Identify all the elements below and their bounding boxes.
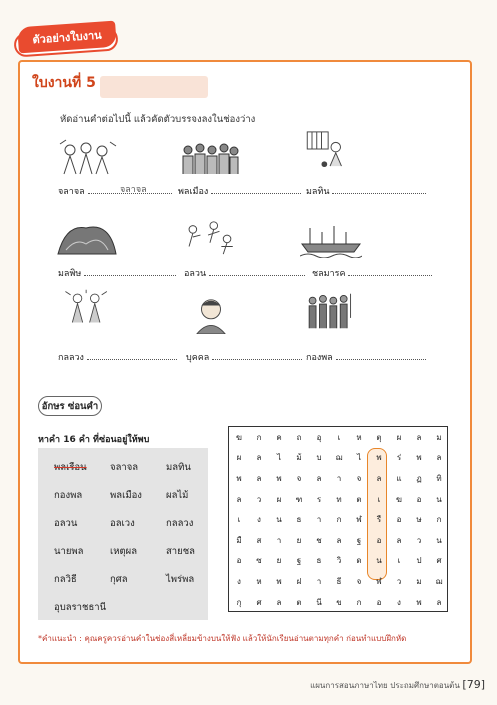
grid-letter[interactable]: ล [256, 453, 262, 463]
grid-letter[interactable]: ฬ [376, 576, 382, 586]
grid-letter[interactable]: า [316, 515, 322, 525]
grid-letter[interactable]: บ [316, 453, 322, 463]
grid-letter[interactable]: พ [276, 576, 282, 586]
grid-letter[interactable]: น [376, 556, 382, 566]
grid-letter[interactable]: นี [316, 597, 322, 607]
word-label: พลเมือง [178, 187, 209, 197]
word-list-item: มลทิน [166, 462, 191, 473]
word-hunt-title: อักษร ซ่อนคำ [38, 396, 102, 416]
fill-row-6 [312, 266, 432, 280]
answer-line[interactable] [336, 351, 426, 360]
grid-letter[interactable]: พ [416, 453, 422, 463]
grid-letter[interactable]: ธี [336, 576, 342, 586]
grid-letter[interactable]: ต [296, 597, 302, 607]
grid-letter[interactable]: จ [356, 576, 362, 586]
grid-letter[interactable]: ไ [356, 453, 362, 463]
page-footer [310, 678, 485, 692]
grid-letter[interactable]: ล [236, 494, 242, 504]
word-list-item: ไพร่พล [166, 574, 195, 585]
grid-letter[interactable]: ร่ [396, 453, 402, 463]
word-list-item: จลาจล [110, 462, 139, 473]
grid-letter[interactable]: แ [396, 473, 402, 483]
word-label: มลทิน [306, 187, 330, 197]
grid-letter[interactable]: ผ [396, 432, 402, 442]
grid-letter[interactable]: ก [356, 597, 362, 607]
fill-row-3 [306, 184, 426, 198]
answer-line[interactable] [211, 185, 301, 194]
word-hunt-instruction: หาคำ 16 คำ ที่ซ่อนอยู่ให้พบ [38, 435, 150, 445]
fill-row-2 [178, 184, 301, 198]
grid-letter[interactable]: ร [316, 494, 322, 504]
grid-letter[interactable]: ฆ [396, 494, 402, 504]
grid-letter[interactable]: ป [416, 556, 422, 566]
grid-letter[interactable]: เ [397, 556, 401, 566]
grid-letter[interactable]: เ [377, 494, 381, 504]
grid-letter[interactable]: อ [236, 556, 242, 566]
grid-letter[interactable]: ล [376, 473, 382, 483]
fill-row-7 [58, 350, 177, 364]
instruction-text: หัดอ่านคำต่อไปนี้ แล้วคัดตัวบรรจงลงในช่องว่าง [60, 114, 256, 125]
grid-letter[interactable]: จ [356, 473, 362, 483]
pollution-illustration [56, 220, 118, 258]
grid-letter[interactable]: น [276, 515, 282, 525]
word-list-box [38, 448, 208, 620]
word-label: จลาจล [58, 187, 85, 197]
sheet-title: ใบงานที่ 5 [32, 75, 96, 91]
grid-letter[interactable]: รื [376, 515, 382, 525]
grid-letter[interactable]: ถ [296, 432, 302, 442]
sample-sheet-tag: ตัวอย่างใบงาน [17, 21, 117, 54]
word-list-item: อุบลราชธานี [54, 602, 107, 613]
teacher-note: *คำแนะนำ : คุณครูควรอ่านคำในช่องสี่เหลี่ยมข้างบนให้ฟัง แล้วให้นักเรียนอ่านตามทุกคำ ก่อนทำแบบฝึกหัด [38, 634, 407, 643]
word-list-item: ผลไม้ [166, 490, 189, 501]
grid-letter[interactable]: ท [336, 494, 342, 504]
grid-letter[interactable]: ผ [236, 453, 242, 463]
grid-letter[interactable]: ศ [256, 597, 262, 607]
word-list-item: เหตุผล [110, 546, 138, 557]
grid-letter[interactable]: ษ [416, 515, 422, 525]
grid-letter[interactable]: กุ [236, 597, 242, 607]
riot-illustration [56, 138, 118, 176]
grid-letter[interactable]: ฆ [236, 432, 242, 442]
grid-letter[interactable]: ห [356, 432, 362, 442]
grid-letter[interactable]: ค [276, 432, 282, 442]
person-illustration [180, 296, 242, 334]
grid-letter[interactable]: พ [376, 453, 382, 463]
grid-letter[interactable]: อ [376, 597, 382, 607]
letter-grid [228, 426, 448, 612]
grid-letter[interactable]: ฑ [295, 494, 303, 504]
citizens-illustration [178, 138, 240, 176]
grid-letter[interactable]: ล [316, 473, 322, 483]
grid-letter[interactable]: ว [256, 494, 262, 504]
fill-row-9 [306, 350, 426, 364]
grid-letter[interactable]: ก [436, 515, 442, 525]
grid-letter[interactable]: ฐ [356, 535, 362, 545]
word-list-item: สายชล [166, 546, 195, 557]
grid-letter[interactable]: ส [256, 535, 262, 545]
grid-letter[interactable]: ข [336, 597, 342, 607]
waterway-illustration [300, 220, 362, 258]
footer-text: แผนการสอนภาษาไทย ประถมศึกษาตอนต้น [310, 681, 460, 690]
chaos-illustration [178, 218, 240, 256]
grid-letter[interactable]: ง [237, 576, 241, 586]
grid-letter[interactable]: ล [256, 473, 262, 483]
fill-row-5 [184, 266, 305, 280]
grid-letter[interactable]: ล [396, 535, 402, 545]
grid-letter[interactable]: ก [336, 515, 342, 525]
grid-letter[interactable]: ก [256, 432, 262, 442]
grid-letter[interactable]: พ [416, 597, 422, 607]
answer-text: จลาจล [120, 185, 147, 195]
grid-letter[interactable]: น [436, 535, 442, 545]
grid-letter[interactable]: เ [237, 515, 241, 525]
grid-letter[interactable]: ล [336, 535, 342, 545]
word-list-item: กองพล [54, 490, 83, 501]
grid-letter[interactable]: ผ [276, 494, 282, 504]
grid-letter[interactable]: น [436, 494, 442, 504]
grid-letter[interactable]: ม [436, 432, 442, 442]
grid-letter[interactable]: ศ [436, 556, 442, 566]
grid-letter[interactable]: ฌ [435, 576, 443, 586]
page-number: [79] [462, 678, 485, 691]
word-label: มลพิษ [58, 269, 82, 279]
fill-row-8 [186, 350, 302, 364]
grid-letter[interactable]: วิ [336, 556, 342, 566]
grid-letter[interactable]: ทิ [436, 473, 442, 483]
answer-line[interactable] [212, 351, 302, 360]
grid-letter[interactable]: ตุ [376, 432, 382, 442]
grid-letter[interactable]: า [276, 535, 282, 545]
word-list-item: อลเวง [110, 518, 135, 529]
grid-letter[interactable]: มื [236, 535, 242, 545]
word-list-item: อลวน [54, 518, 78, 529]
trickery-illustration [56, 288, 118, 326]
grid-letter[interactable]: ฌ [335, 453, 343, 463]
grid-letter[interactable]: ล [436, 597, 442, 607]
grid-letter[interactable]: ฝ [296, 576, 302, 586]
grid-letter[interactable]: ฐ [296, 556, 302, 566]
answer-line[interactable] [209, 267, 305, 276]
grid-letter[interactable]: ห [256, 576, 262, 586]
grid-letter[interactable]: ง [257, 515, 261, 525]
grid-letter[interactable]: ด [356, 556, 362, 566]
grid-letter[interactable]: ต [356, 494, 362, 504]
grid-letter[interactable]: ง [397, 597, 401, 607]
grid-letter[interactable]: พ [276, 473, 282, 483]
word-label: ชลมารค [312, 269, 346, 279]
word-label: กองพล [306, 353, 333, 363]
grid-letter[interactable]: อ [376, 535, 382, 545]
word-label: กลลวง [58, 353, 84, 363]
answer-line[interactable] [348, 267, 432, 276]
word-list-item: พลเมือง [110, 490, 142, 501]
answer-line[interactable] [84, 267, 176, 276]
fill-row-1 [58, 184, 172, 198]
word-label: อลวน [184, 269, 207, 279]
grid-letter[interactable]: พ [236, 473, 242, 483]
grid-letter[interactable]: ช [316, 535, 322, 545]
grid-letter[interactable]: ล [276, 597, 282, 607]
word-list-item: กลวิธี [54, 574, 77, 585]
grid-letter[interactable]: ย [296, 535, 302, 545]
word-list-item: กุศล [110, 574, 128, 585]
word-list-item: กลลวง [166, 518, 194, 529]
prisoner-illustration [300, 130, 362, 168]
grid-letter[interactable]: ย [276, 556, 282, 566]
word-list-item: พลเรือน [54, 462, 87, 473]
grid-letter[interactable]: อ [396, 515, 402, 525]
grid-letter[interactable]: ไ [276, 453, 282, 463]
ghost-banner [100, 76, 208, 98]
grid-letter[interactable]: เ [337, 432, 341, 442]
grid-letter[interactable]: ม [416, 576, 422, 586]
grid-letter[interactable]: ธ [296, 515, 302, 525]
grid-letter[interactable]: ว [416, 535, 422, 545]
grid-letter[interactable]: อ [416, 494, 422, 504]
grid-letter[interactable]: ล [436, 453, 442, 463]
grid-letter[interactable]: จ [296, 473, 302, 483]
answer-line[interactable] [332, 185, 426, 194]
fill-row-4 [58, 266, 176, 280]
grid-letter[interactable]: ว [396, 576, 402, 586]
grid-letter[interactable]: ซ [256, 556, 262, 566]
grid-letter[interactable]: า [316, 576, 322, 586]
grid-letter[interactable]: ฬ [356, 515, 362, 525]
word-list-item: นายพล [54, 546, 84, 557]
grid-letter[interactable]: ธ [316, 556, 322, 566]
army-illustration [298, 292, 360, 330]
grid-letter[interactable]: ฏ [416, 473, 422, 483]
grid-letter[interactable]: ม้ [296, 453, 302, 463]
grid-letter[interactable]: อุ [316, 432, 322, 442]
grid-letter[interactable]: า [336, 473, 342, 483]
word-label: บุคคล [186, 353, 210, 363]
answer-line[interactable] [87, 351, 177, 360]
grid-letter[interactable]: ล [416, 432, 422, 442]
